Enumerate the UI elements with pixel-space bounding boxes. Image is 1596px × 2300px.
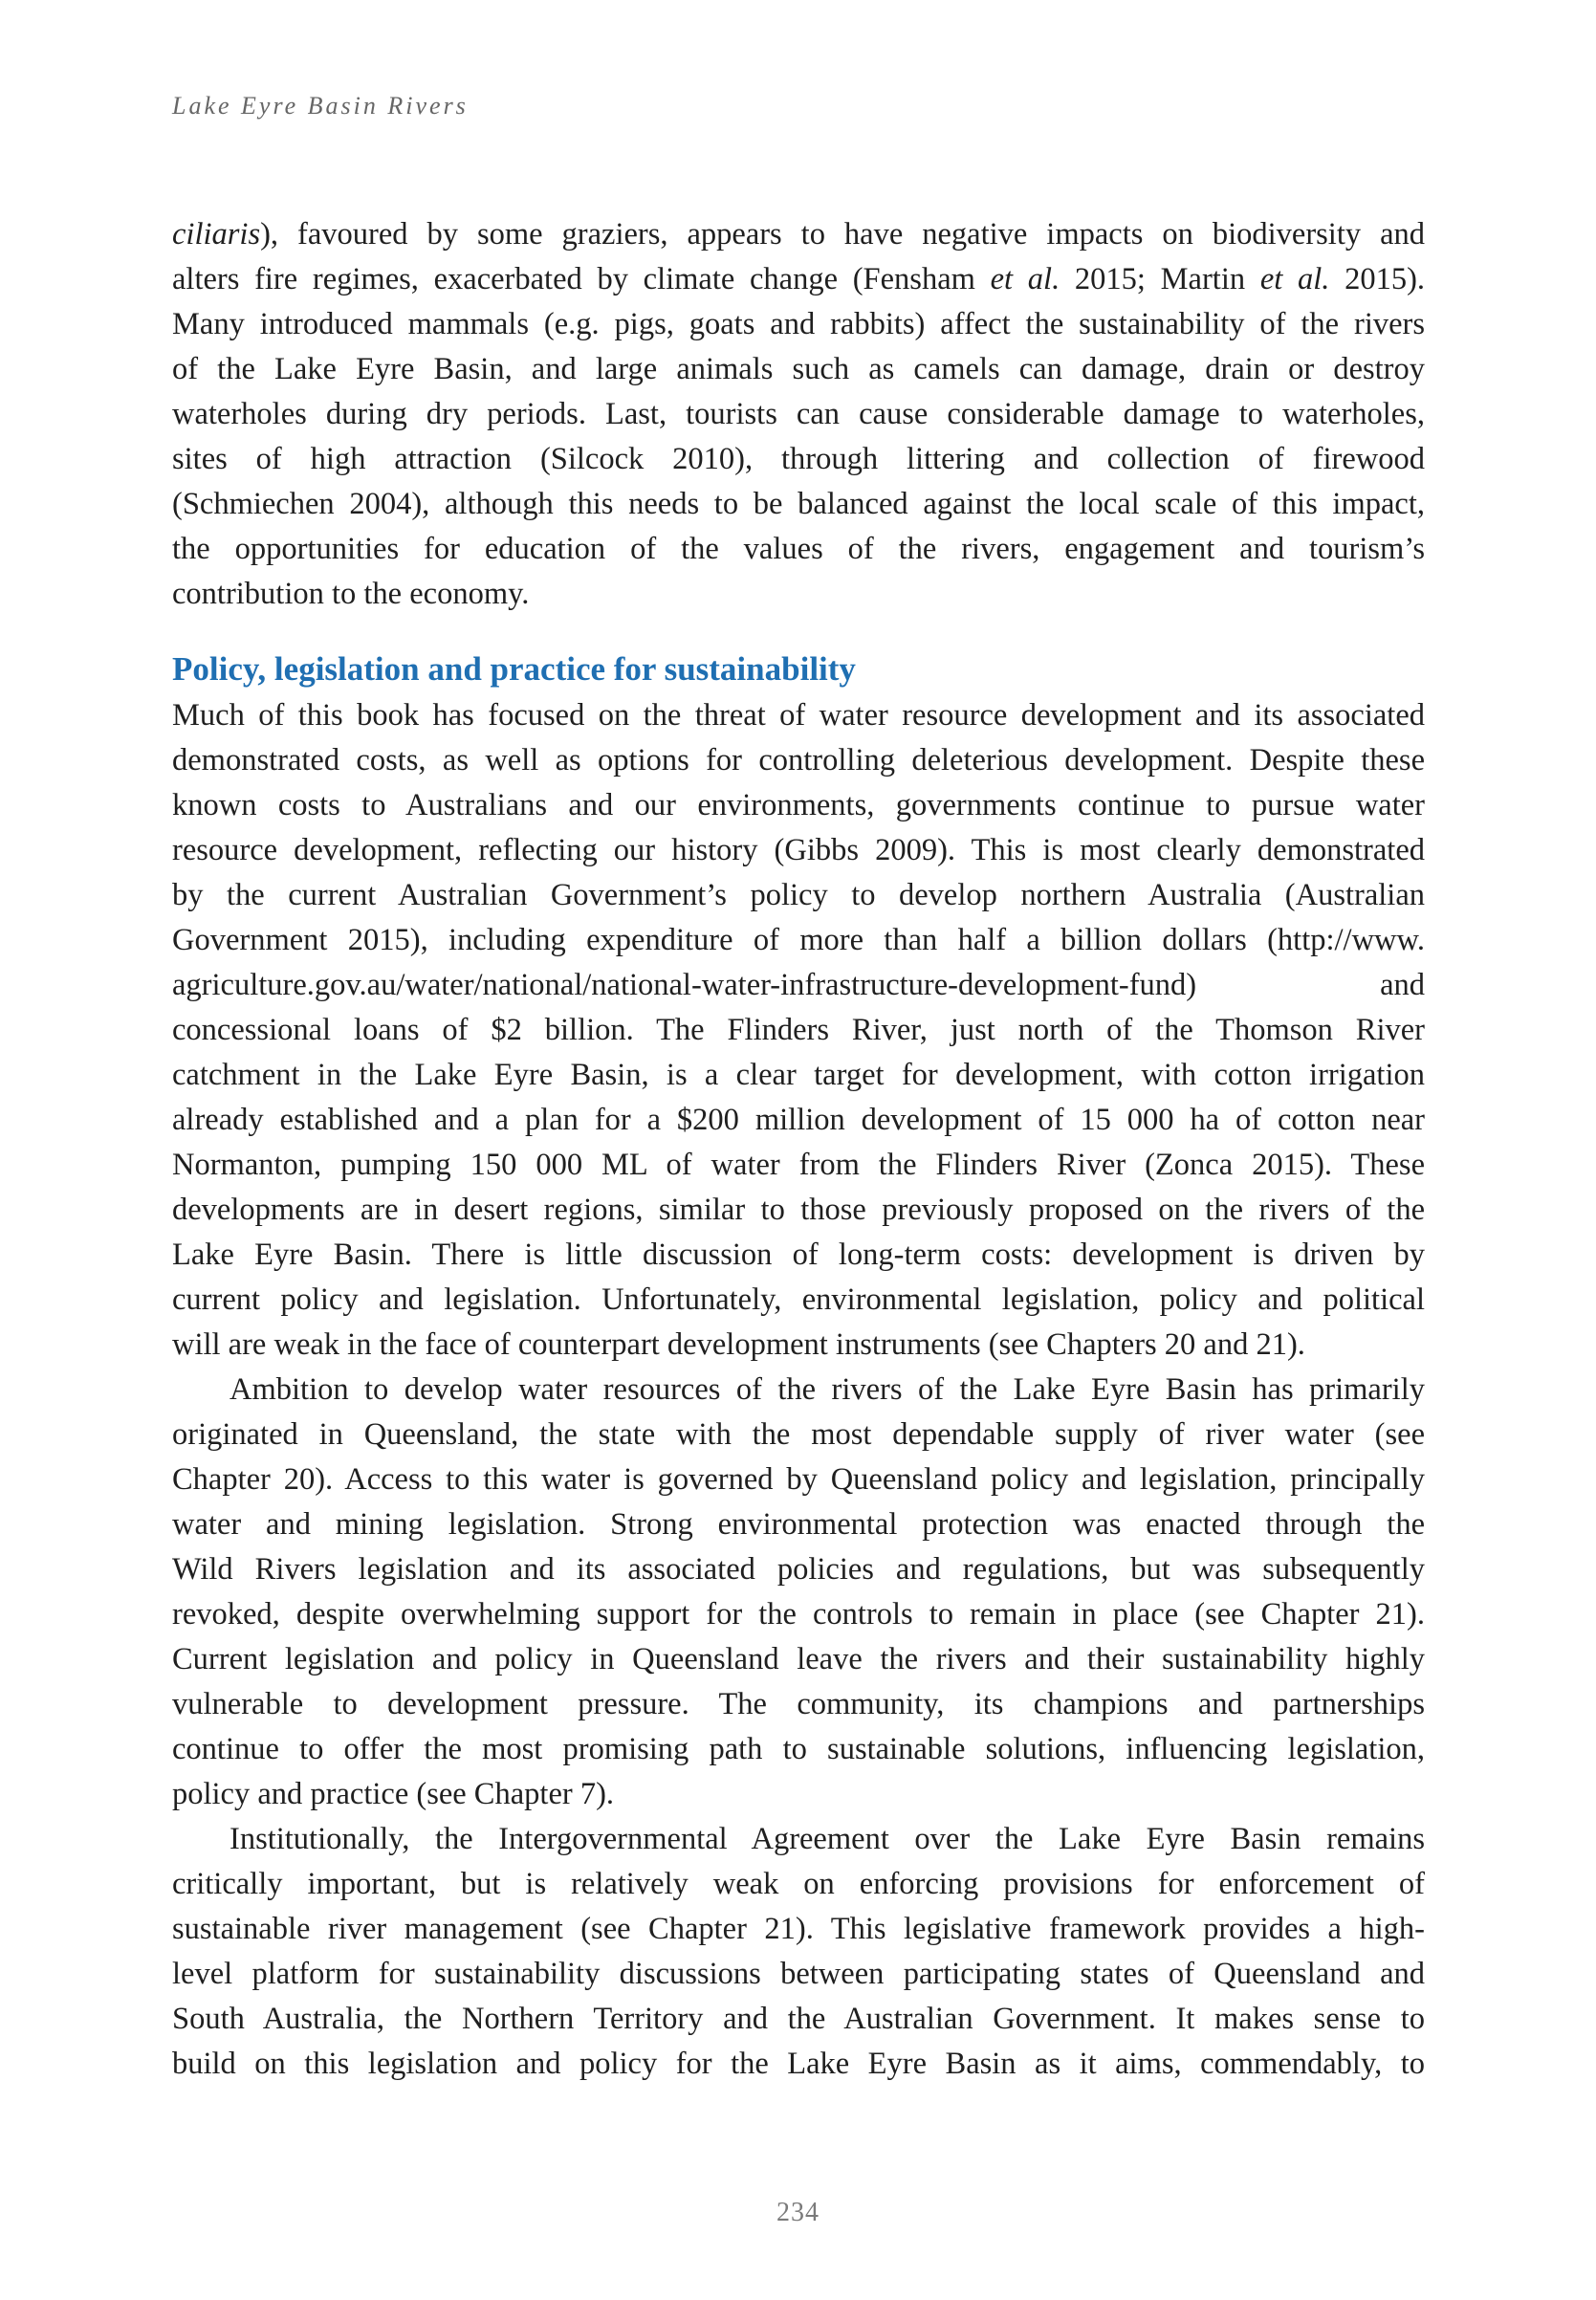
page-number: 234 (776, 2198, 820, 2227)
paragraph-3 (172, 1368, 1425, 1817)
text-line: level platform for sustainability discussions between participating states of Queensland and (172, 1957, 1425, 1991)
text-line: revoked, despite overwhelming support for the controls to remain in place (see Chapter 21). (172, 1597, 1425, 1632)
text-line: sites of high attraction (Silcock 2010), through littering and collection of firewood (172, 442, 1425, 476)
text-line: already established and a plan for a $200 million development of 15 000 ha of cotton near (172, 1103, 1425, 1137)
text-line: concessional loans of $2 billion. The Flinders River, just north of the Thomson River (172, 1013, 1425, 1047)
text-line: water and mining legislation. Strong environmental protection was enacted through the (172, 1507, 1425, 1542)
text-line: known costs to Australians and our environments, governments continue to pursue water (172, 788, 1425, 822)
paragraph-4 (172, 1817, 1425, 2087)
text-line: contribution to the economy. (172, 577, 530, 611)
text-line: (Schmiechen 2004), although this needs to be balanced against the local scale of this impact, (172, 487, 1425, 521)
text-line: Many introduced mammals (e.g. pigs, goats and rabbits) affect the sustainability of the rivers (172, 307, 1425, 341)
section-heading: Policy, legislation and practice for sustainability (172, 650, 856, 688)
text-line: by the current Australian Government’s policy to develop northern Australia (Australian (172, 878, 1425, 912)
text-line: ciliaris), favoured by some graziers, appears to have negative impacts on biodiversity and (172, 217, 1425, 252)
text-line: policy and practice (see Chapter 7). (172, 1777, 615, 1811)
text-line: catchment in the Lake Eyre Basin, is a clear target for development, with cotton irrigation (172, 1058, 1425, 1092)
text-line: agriculture.gov.au/water/national/national-water-infrastructure-development-fund) and (172, 968, 1425, 1002)
text-line: Current legislation and policy in Queensland leave the rivers and their sustainability highly (172, 1642, 1425, 1676)
text-line: Normanton, pumping 150 000 ML of water from the Flinders River (Zonca 2015). These (172, 1148, 1425, 1182)
text-line: will are weak in the face of counterpart development instruments (see Chapters 20 and 21). (172, 1327, 1305, 1362)
text-line: resource development, reflecting our history (Gibbs 2009). This is most clearly demonstrated (172, 833, 1425, 867)
text-line: alters fire regimes, exacerbated by climate change (Fensham et al. 2015; Martin et al. 2015). (172, 262, 1425, 296)
text-line: Institutionally, the Intergovernmental Agreement over the Lake Eyre Basin remains (230, 1822, 1425, 1856)
text-line: Much of this book has focused on the threat of water resource development and its associated (172, 698, 1425, 733)
text-line: sustainable river management (see Chapter 21). This legislative framework provides a high- (172, 1912, 1425, 1946)
text-line: Wild Rivers legislation and its associated policies and regulations, but was subsequently (172, 1552, 1425, 1587)
text-line: demonstrated costs, as well as options for controlling deleterious development. Despite these (172, 743, 1425, 778)
text-line: waterholes during dry periods. Last, tourists can cause considerable damage to waterholes, (172, 397, 1425, 431)
text-line: build on this legislation and policy for the Lake Eyre Basin as it aims, commendably, to (172, 2047, 1425, 2081)
text-line: South Australia, the Northern Territory and the Australian Government. It makes sense to (172, 2002, 1425, 2036)
paragraph-2 (172, 693, 1425, 1368)
text-line: current policy and legislation. Unfortunately, environmental legislation, policy and political (172, 1282, 1425, 1317)
text-line: continue to offer the most promising path to sustainable solutions, influencing legislation, (172, 1732, 1425, 1766)
text-line: vulnerable to development pressure. The community, its champions and partnerships (172, 1687, 1425, 1721)
text-line: Ambition to develop water resources of the rivers of the Lake Eyre Basin has primarily (230, 1372, 1425, 1407)
text-line: originated in Queensland, the state with the most dependable supply of river water (see (172, 1417, 1425, 1452)
body-text (172, 212, 1425, 2087)
running-head: Lake Eyre Basin Rivers (172, 92, 469, 120)
text-line: Lake Eyre Basin. There is little discussion of long-term costs: development is driven by (172, 1238, 1425, 1272)
text-line: the opportunities for education of the values of the rivers, engagement and tourism’s (172, 532, 1425, 566)
text-line: critically important, but is relatively weak on enforcing provisions for enforcement of (172, 1867, 1425, 1901)
text-line: of the Lake Eyre Basin, and large animals such as camels can damage, drain or destroy (172, 352, 1425, 386)
paragraph-1 (172, 212, 1425, 617)
text-line: Chapter 20). Access to this water is governed by Queensland policy and legislation, principally (172, 1462, 1425, 1497)
text-line: developments are in desert regions, similar to those previously proposed on the rivers of the (172, 1193, 1425, 1227)
text-line: Government 2015), including expenditure of more than half a billion dollars (http://www. (172, 923, 1425, 957)
